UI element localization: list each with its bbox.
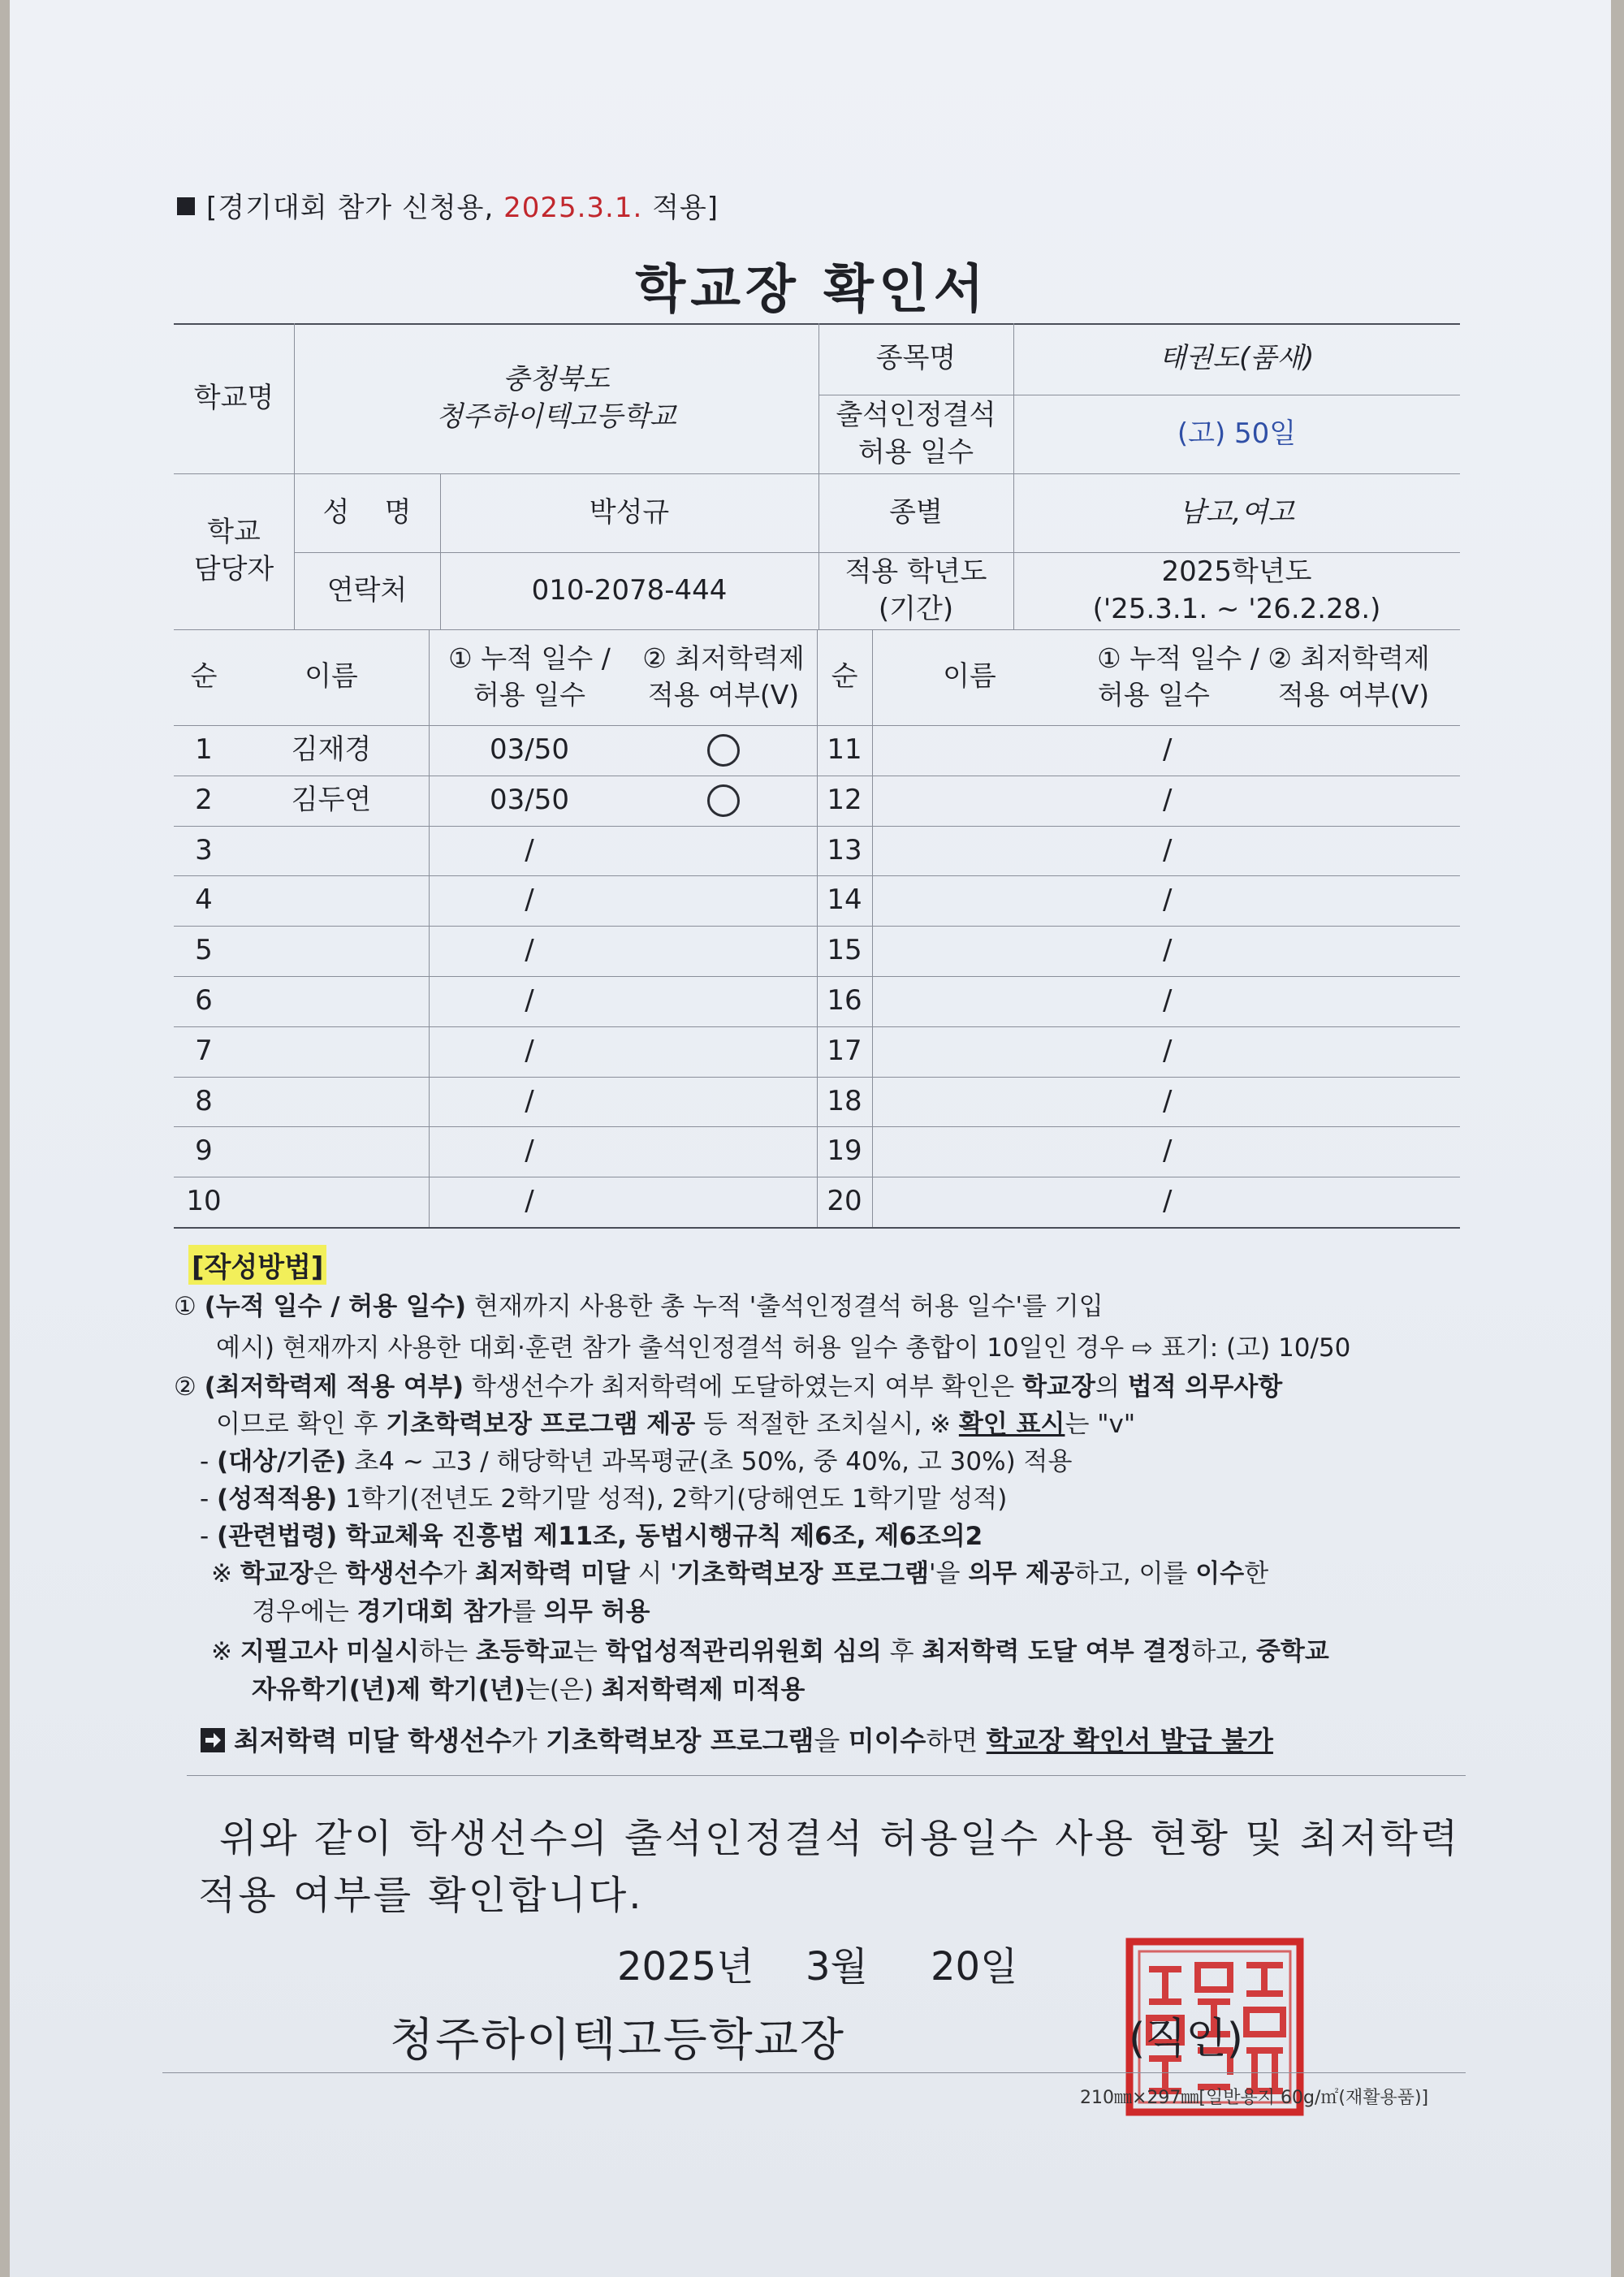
row-days: / (1163, 833, 1173, 866)
form-tag-date: 2025.3.1. (503, 192, 643, 224)
row-days: 03/50 (490, 732, 569, 766)
guide-title: [작성방법] (188, 1245, 326, 1285)
row-days: / (1163, 884, 1173, 917)
allowed-days-value: (고) 50일 (1177, 417, 1297, 450)
division-value: 남고,여고 (1178, 495, 1295, 529)
row-name (234, 1177, 429, 1227)
row-name (234, 976, 429, 1026)
row-check (630, 1126, 817, 1177)
guide-line-8: ※ 학교장은 학생선수가 최저학력 미달 시 '기초학력보장 프로그램'을 의무 제공하고, 이를 이수한 (211, 1559, 1269, 1588)
row-no: 7 (195, 1034, 213, 1067)
row-name (872, 1177, 1067, 1227)
guide-line-5: - (대상/기준) 초4 ~ 고3 / 해당학년 과목평균(초 50%, 중 40%, 고 30%) 적용 (200, 1447, 1073, 1476)
row-name (872, 776, 1067, 826)
paper-spec-footnote: 210㎜×297㎜[일반용지 60g/㎡(재활용품)] (1080, 2088, 1429, 2108)
row-days: 03/50 (490, 783, 569, 816)
row-name (872, 926, 1067, 976)
row-check (630, 725, 817, 776)
col-no-header-right: 순 (831, 660, 858, 693)
row-no: 16 (827, 983, 862, 1017)
row-no: 4 (195, 884, 213, 917)
row-days: / (525, 884, 534, 917)
row-name (234, 1077, 429, 1127)
row-days: / (1163, 983, 1173, 1017)
row-name (872, 1026, 1067, 1077)
form-tag: [경기대회 참가 신청용, 2025.3.1. 적용] (177, 185, 719, 225)
row-check (630, 926, 817, 976)
allowed-days-label: 출석인정결석 허용 일수 (836, 398, 996, 469)
guide-line-3: ② (최저학력제 적용 여부) 학생선수가 최저학력에 도달하였는지 여부 확인은 학교장의 법적 의무사항 (174, 1372, 1283, 1402)
row-no: 2 (195, 783, 213, 816)
row-name (872, 875, 1067, 926)
guide-line-7: - (관련법령) 학교체육 진흥법 제11조, 동법시행규칙 제6조, 제6조의2 (200, 1522, 983, 1551)
arrow-box-icon (200, 1727, 226, 1753)
row-days: / (1163, 1084, 1173, 1117)
row-name (872, 1126, 1067, 1177)
sport-label: 종목명 (875, 342, 957, 375)
col-no-header: 순 (190, 660, 218, 693)
school-year-value: 2025학년도 ('25.3.1. ~ '26.2.28.) (1092, 555, 1381, 625)
row-check (630, 776, 817, 826)
row-days: / (525, 1134, 534, 1168)
row-check (630, 1026, 817, 1077)
square-bullet-icon (177, 197, 195, 215)
guide-line-11: 자유학기(년)제 학기(년)는(은) 최저학력제 미적용 (252, 1675, 806, 1705)
row-check (630, 976, 817, 1026)
row-days: / (1163, 1134, 1173, 1168)
row-no: 5 (195, 934, 213, 967)
row-name: 김두연 (291, 783, 372, 816)
row-days: / (1163, 1185, 1173, 1218)
contact-label: 학교 담당자 (193, 516, 274, 585)
division-label: 종별 (889, 495, 943, 529)
row-days: / (525, 1034, 534, 1067)
check-circle-icon (707, 784, 740, 817)
guide-line-10: ※ 지필고사 미실시하는 초등학교는 학업성적관리위원회 심의 후 최저학력 도달 여부 결정하고, 중학교 (211, 1637, 1329, 1666)
guide-line-2: 예시) 현재까지 사용한 대회·훈련 참가 출석인정결석 허용 일수 총합이 10일인 경우 ⇨ 표기: (고) 10/50 (216, 1333, 1351, 1363)
row-no: 18 (827, 1084, 862, 1117)
row-name: 김재경 (291, 732, 372, 766)
row-check (630, 875, 817, 926)
contact-name-label: 성 명 (322, 495, 412, 529)
row-no: 13 (827, 833, 862, 866)
row-days: / (525, 1185, 534, 1218)
row-no: 14 (827, 884, 862, 917)
check-circle-icon (707, 734, 740, 767)
row-name (872, 725, 1067, 776)
guide-line-6: - (성적적용) 1학기(전년도 2학기말 성적), 2학기(당해연도 1학기말 성적) (200, 1484, 1008, 1514)
statement-line-2: 적용 여부를 확인합니다. (198, 1873, 644, 1918)
row-days: / (1163, 934, 1173, 967)
row-no: 20 (827, 1185, 862, 1218)
row-name (234, 875, 429, 926)
date-year: 2025년 (617, 1944, 754, 1990)
row-no: 17 (827, 1034, 862, 1067)
statement-line-1: 위와 같이 학생선수의 출석인정결석 허용일수 사용 현황 및 최저학력 (219, 1816, 1461, 1861)
col-name-header: 이름 (304, 660, 358, 693)
row-no: 8 (195, 1084, 213, 1117)
row-days: / (525, 833, 534, 866)
row-name (234, 926, 429, 976)
seal-label: (직인) (1129, 2015, 1244, 2063)
contact-name-value: 박성규 (589, 495, 670, 529)
col-days-check-header-right: ① 누적 일수 / ② 최저학력제 허용 일수 적용 여부(V) (1097, 642, 1430, 711)
row-days: / (1163, 783, 1173, 816)
row-name (872, 826, 1067, 876)
school-name-value (294, 323, 818, 473)
row-name (234, 1126, 429, 1177)
row-check (630, 826, 817, 876)
row-days: / (525, 1084, 534, 1117)
rule (162, 2072, 1466, 2073)
row-no: 6 (195, 983, 213, 1017)
row-no: 12 (827, 783, 862, 816)
row-no: 11 (827, 732, 862, 766)
principal-name: 청주하이텍고등학교장 (390, 2014, 845, 2067)
guide-line-9: 경우에는 경기대회 참가를 의무 허용 (252, 1597, 650, 1627)
row-no: 10 (186, 1185, 222, 1218)
row-no: 19 (827, 1134, 862, 1168)
school-province: 충청북도 (503, 362, 610, 395)
document-title: 학교장 확인서 (635, 260, 989, 320)
date-month: 3월 (806, 1944, 868, 1990)
rule (187, 1775, 1466, 1776)
row-days: / (1163, 1034, 1173, 1067)
row-check (630, 1077, 817, 1127)
row-days: / (525, 983, 534, 1017)
sport-value: 태권도(품새) (1159, 342, 1315, 375)
row-name (234, 826, 429, 876)
guide-line-1: ① (누적 일수 / 허용 일수) 현재까지 사용한 총 누적 '출석인정결석 허용 일수'를 기입 (174, 1292, 1104, 1321)
col-days-header: ① 누적 일수 / 허용 일수 (448, 642, 611, 711)
rule (174, 1227, 1460, 1229)
row-name (234, 1026, 429, 1077)
col-name-header-right: 이름 (943, 660, 996, 693)
contact-phone-label: 연락처 (326, 573, 408, 607)
row-days: / (1163, 732, 1173, 766)
school-name-label: 학교명 (193, 381, 274, 414)
contact-phone-value: 010-2078-444 (531, 573, 728, 607)
school-name: 청주하이텍고등학교 (436, 400, 676, 433)
row-no: 1 (195, 732, 213, 766)
guide-line-4: 이므로 확인 후 기초학력보장 프로그램 제공 등 적절한 조치실시, ※ 확인 표시는 "v" (216, 1410, 1136, 1439)
row-no: 9 (195, 1134, 213, 1168)
date-day: 20일 (931, 1944, 1018, 1990)
row-name (872, 1077, 1067, 1127)
row-days: / (525, 934, 534, 967)
row-name (872, 976, 1067, 1026)
school-year-label: 적용 학년도 (기간) (844, 555, 987, 625)
col-check-header: ② 최저학력제 적용 여부(V) (642, 642, 805, 711)
row-check (630, 1177, 817, 1227)
row-no: 3 (195, 833, 213, 866)
guide-line-12: 최저학력 미달 학생선수가 기초학력보장 프로그램을 미이수하면 학교장 확인서 발급 불가 (200, 1725, 1273, 1757)
row-no: 15 (827, 934, 862, 967)
